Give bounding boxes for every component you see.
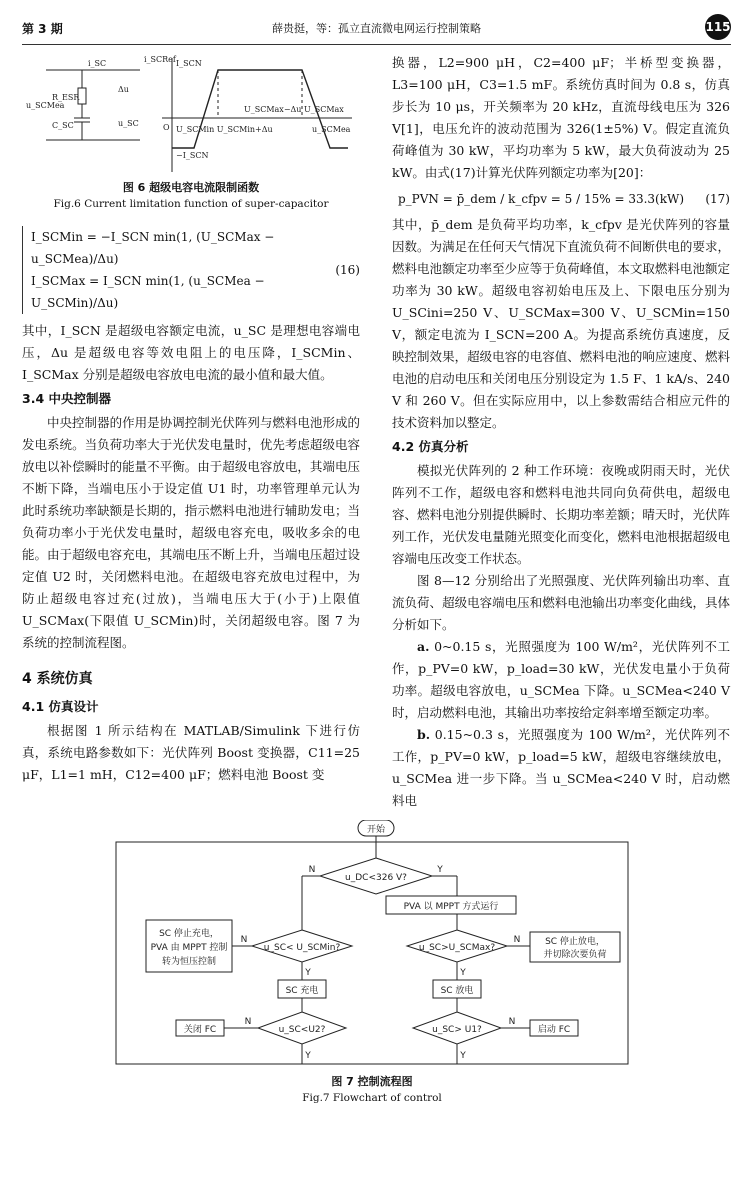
eq17-number: (17) xyxy=(705,192,730,206)
fc-n-3: N xyxy=(513,935,521,945)
para-b-text: 0.15~0.3 s，光照强度为 100 W/m²，光伏阵列不工作，p_PV=0 kW，p_load=5 kW，超级电容继续放电，u_SCMea 进一步下降。当 u_SCMea<240 V 时，启动燃料电 xyxy=(392,727,730,808)
fc-start-fc: 启动 FC xyxy=(537,1025,571,1035)
fig6-label-iscref: i_SCRef xyxy=(144,55,176,64)
fig7-caption-en: Fig.7 Flowchart of control xyxy=(302,1092,442,1104)
section-3-4: 3.4 中央控制器 xyxy=(22,391,111,406)
fig6-label-iscn: I_SCN xyxy=(176,59,202,68)
fc-pva-mppt: PVA 以 MPPT 方式运行 xyxy=(403,902,499,912)
fc-n-2: N xyxy=(240,935,248,945)
fig6-label-usc: u_SC xyxy=(118,119,139,128)
right-para-b xyxy=(392,724,730,812)
fc-n-4: N xyxy=(244,1017,252,1027)
para-a-lead: a. xyxy=(417,639,430,654)
eq16-number: (16) xyxy=(335,263,360,277)
right-para-2: 其中，p̄_dem 是负荷平均功率，k_cfpv 是光伏阵列的容量因数。为满足在任何天气情况下直流负荷不间断供电的要求，燃料电池额定功率至少应等于负荷峰值，本文取燃料电池额定功率为 30 kW。超级电容初始电压及上、下限电压分别为 U_SCini=250 V、U_SCMax=300 V、U_SCMin=150 V，额定电流为 I_SCN=200 A。为提高系统仿真速度，反映控制效果，超级电容的电容值、燃料电池的响应速度、燃料电池的启动电压和关闭电压分别设定为 1.5 F、1 kA/s、240 V 和 260 V。但在实际应用中，以上参数需结合相应元件的技术资料加以整定。 xyxy=(392,217,730,430)
issue-label: 第 3 期 xyxy=(22,22,63,36)
figure-6 xyxy=(22,52,360,180)
fig6-label-origin: O xyxy=(163,123,170,132)
fig6-label-uscmea: u_SCMea xyxy=(26,101,65,110)
fc-decision-u1: u_SC> U1? xyxy=(432,1025,482,1035)
fig7-caption-cn: 图 7 控制流程图 xyxy=(331,1075,413,1088)
fc-left-box-line3: 转为恒压控制 xyxy=(161,957,217,967)
fc-y-5: Y xyxy=(460,1051,466,1061)
page-header xyxy=(22,6,731,46)
fc-y-3: Y xyxy=(460,968,466,978)
fc-left-box-line1: SC 停止充电， xyxy=(159,929,219,939)
fig6-caption-en: Fig.6 Current limitation function of super-capacitor xyxy=(53,198,329,210)
fc-right-box-line1: SC 停止放电， xyxy=(545,937,605,947)
figure-7 xyxy=(112,820,632,1104)
section-4: 4 系统仿真 xyxy=(22,671,93,687)
header-rule xyxy=(22,44,731,45)
fc-sc-discharge: SC 放电 xyxy=(440,986,474,996)
fc-start: 开始 xyxy=(366,825,386,835)
fc-y-2: Y xyxy=(305,968,311,978)
para-b-lead: b. xyxy=(417,727,431,742)
section-4-1: 4.1 仿真设计 xyxy=(22,699,99,714)
left-column xyxy=(22,52,360,786)
fig6-label-xleft: U_SCMin U_SCMin+Δu xyxy=(176,125,273,134)
fc-close-fc: 关闭 FC xyxy=(183,1025,217,1035)
fc-decision-usc-min: u_SC< U_SCMin? xyxy=(263,943,341,953)
section-4-2: 4.2 仿真分析 xyxy=(392,439,469,454)
fc-decision-usc-max: u_SC>U_SCMax? xyxy=(418,943,496,953)
right-column xyxy=(392,52,730,812)
fig6-diagram xyxy=(22,52,360,180)
fig6-label-resr: R_ESR xyxy=(52,93,80,102)
fig6-label-axis: u_SCMea xyxy=(312,125,351,134)
fig6-label-xright: U_SCMax−Δu U_SCMax xyxy=(244,105,344,114)
right-para-4: 图 8—12 分别给出了光照强度、光伏阵列输出功率、直流负荷、超级电容端电压和燃料电池输出功率变化曲线，具体分析如下。 xyxy=(392,573,730,632)
fc-decision-udc: u_DC<326 V? xyxy=(345,873,407,883)
right-para-3: 模拟光伏阵列的 2 种工作环境：夜晚或阴雨天时，光伏阵列不工作，超级电容和燃料电池共同向负荷供电，超级电容、燃料电池分别提供瞬时、长期功率差额；晴天时，光伏阵列工作，光伏发电量随光照变化而变化，燃料电池根据超级电容端电压改变工作状态。 xyxy=(392,463,730,566)
eq16-line2: I_SCMax = I_SCN min(1, (u_SCMea − U_SCMin)/Δu) xyxy=(31,274,265,310)
fig6-label-isc: i_SC xyxy=(88,59,107,68)
right-para-1: 换器，L2=900 μH，C2=400 μF；半桥型变换器，L3=100 μH，C3=1.5 mF。系统仿真时间为 0.8 s，仿真步长为 10 μs，开关频率为 20 kHz，直流母线电压为 326 V[1]，电压允许的波动范围为 326(1±5%) V。假定直流负荷峰值为 30 kW，平均功率为 5 kW，最大负荷波动为 25 kW。由式(17)计算光伏阵列额定功率为[20]： xyxy=(392,55,730,180)
fc-n-5: N xyxy=(508,1017,516,1027)
fc-y-1: Y xyxy=(437,865,443,875)
fc-right-box-line2: 并切除次要负荷 xyxy=(543,950,607,960)
fig6-label-csc: C_SC xyxy=(52,121,74,130)
right-para-a xyxy=(392,636,730,724)
equation-16 xyxy=(22,226,360,314)
fc-decision-u2: u_SC<U2? xyxy=(278,1025,326,1035)
fc-sc-charge: SC 充电 xyxy=(285,986,319,996)
fc-left-box-line2: PVA 由 MPPT 控制 xyxy=(150,943,228,953)
left-para-2: 中央控制器的作用是协调控制光伏阵列与燃料电池形成的发电系统。当负荷功率大于光伏发电量时，优先考虑超级电容放电以补偿瞬时的能量不平衡。由于超级电容放电，其端电压不断下降，当端电压小于设定值 U1 时，功率管理单元认为此时系统功率缺额是长期的，指示燃料电池进行辅助发电；当负荷功率小于光伏发电量时，超级电容充电，吸收多余的电能。由于超级电容充电，其端电压不断上升，当端电压超过设定值 U2 时，关闭燃料电池。在超级电容充放电过程中，为防止超级电容过充(过放)，当端电压大于(小于)上限值 U_SCMax(下限值 U_SCMin)时，关闭超级电容。图 7 为系统的控制流程图。 xyxy=(22,415,360,650)
fig6-caption-cn: 图 6 超级电容电流限制函数 xyxy=(122,181,260,194)
fc-y-4: Y xyxy=(305,1051,311,1061)
fig6-label-du: Δu xyxy=(118,85,129,94)
fig6-label-neg-iscn: −I_SCN xyxy=(176,151,209,160)
left-para-3: 根据图 1 所示结构在 MATLAB/Simulink 下进行仿真，系统电路参数如下：光伏阵列 Boost 变换器，C11=25 μF，L1=1 mH，C12=400 μF；燃料电池 Boost 变 xyxy=(22,723,360,782)
para-a-text: 0~0.15 s，光照强度为 100 W/m²，光伏阵列不工作，p_PV=0 kW，p_load=30 kW，光伏发电量小于负荷功率。超级电容放电，u_SCMea 下降。u_SCMea<240 V 时，启动燃料电池，其输出功率按给定斜率增至额定功率。 xyxy=(392,639,730,720)
fig7-flowchart xyxy=(112,820,632,1090)
fc-n-1: N xyxy=(308,865,316,875)
running-head: 薛贵挺，等：孤立直流微电网运行控制策略 xyxy=(272,22,481,35)
left-para-1: 其中，I_SCN 是超级电容额定电流，u_SC 是理想电容端电压，Δu 是超级电容等效电阻上的电压降，I_SCMin、I_SCMax 分别是超级电容放电电流的最小值和最大值。 xyxy=(22,323,360,382)
equation-17 xyxy=(392,188,730,210)
page-number-badge: 115 xyxy=(705,14,731,40)
eq16-line1: I_SCMin = −I_SCN min(1, (U_SCMax − u_SCMea)/Δu) xyxy=(31,230,275,266)
eq17-body: p_PVN = p̄_dem / k_cfpv = 5 / 15% = 33.3(kW) xyxy=(397,192,685,206)
